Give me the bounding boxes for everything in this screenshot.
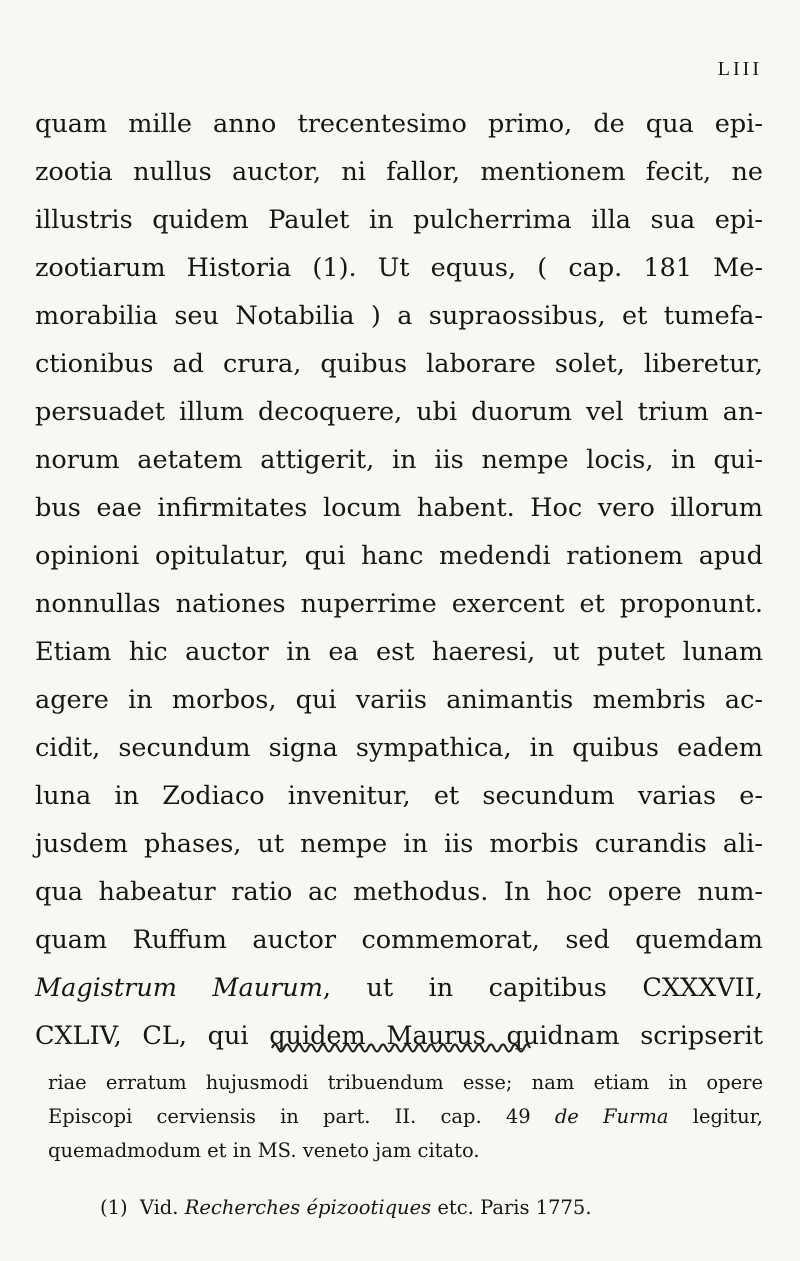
text-line: norum aetatem attigerit, in iis nempe locis, in qui- <box>35 445 763 475</box>
text-line: illustris quidem Paulet in pulcherrima illa sua epi- <box>35 205 763 235</box>
text-line: CXLIV, CL, qui quidem Maurus quidnam scripserit <box>35 1021 763 1051</box>
text-line: quam Ruffum auctor commemorat, sed quemdam <box>35 925 763 955</box>
page-number: LIII <box>717 58 762 80</box>
text-line: morabilia seu Notabilia ) a supraossibus, et tumefa- <box>35 301 763 331</box>
text-line: agere in morbos, qui variis animantis membris ac- <box>35 685 763 715</box>
text-line: cidit, secundum signa sympathica, in quibus eadem <box>35 733 763 763</box>
note-line: riae erratum hujusmodi tribuendum esse; nam etiam in opere <box>48 1071 763 1094</box>
text-line: luna in Zodiaco invenitur, et secundum varias e- <box>35 781 763 811</box>
footnote-tail: etc. Paris 1775. <box>437 1196 592 1219</box>
text-line: bus eae infirmitates locum habent. Hoc vero illorum <box>35 493 763 523</box>
note-line: Episcopi cerviensis in part. II. cap. 49 de Furma legitur, <box>48 1105 764 1128</box>
ornamental-rule <box>270 1039 532 1053</box>
italic-phrase: de Furma <box>554 1105 669 1128</box>
text-line: quam mille anno trecentesimo primo, de qua epi- <box>35 109 763 139</box>
text-line: jusdem phases, ut nempe in iis morbis curandis ali- <box>35 829 763 859</box>
note-line: quemadmodum et in MS. veneto jam citato. <box>48 1139 480 1162</box>
text-line: persuadet illum decoquere, ubi duorum vel trium an- <box>35 397 763 427</box>
text-line: Magistrum Maurum, ut in capitibus CXXXVII, <box>35 973 763 1003</box>
text-line: Etiam hic auctor in ea est haeresi, ut putet lunam <box>35 637 763 667</box>
text-line: opinioni opitulatur, qui hanc medendi rationem apud <box>35 541 763 571</box>
text-line: qua habeatur ratio ac methodus. In hoc opere num- <box>35 877 763 907</box>
text-line: zootiarum Historia (1). Ut equus, ( cap. 181 Me- <box>35 253 763 283</box>
footnote-continuation <box>48 1066 763 1168</box>
italic-phrase: Magistrum Maurum <box>35 973 323 1003</box>
text-line: ctionibus ad crura, quibus laborare solet, liberetur, <box>35 349 763 379</box>
main-text <box>35 100 763 1060</box>
footnote-lead: Vid. <box>139 1196 179 1219</box>
text-line: zootia nullus auctor, ni fallor, mentionem fecit, ne <box>35 157 763 187</box>
footnote-title: Recherches épizootiques <box>184 1196 432 1219</box>
footnote-marker: (1) <box>100 1196 128 1219</box>
footnote <box>100 1196 592 1220</box>
text-line: nonnullas nationes nuperrime exercent et proponunt. <box>35 589 763 619</box>
